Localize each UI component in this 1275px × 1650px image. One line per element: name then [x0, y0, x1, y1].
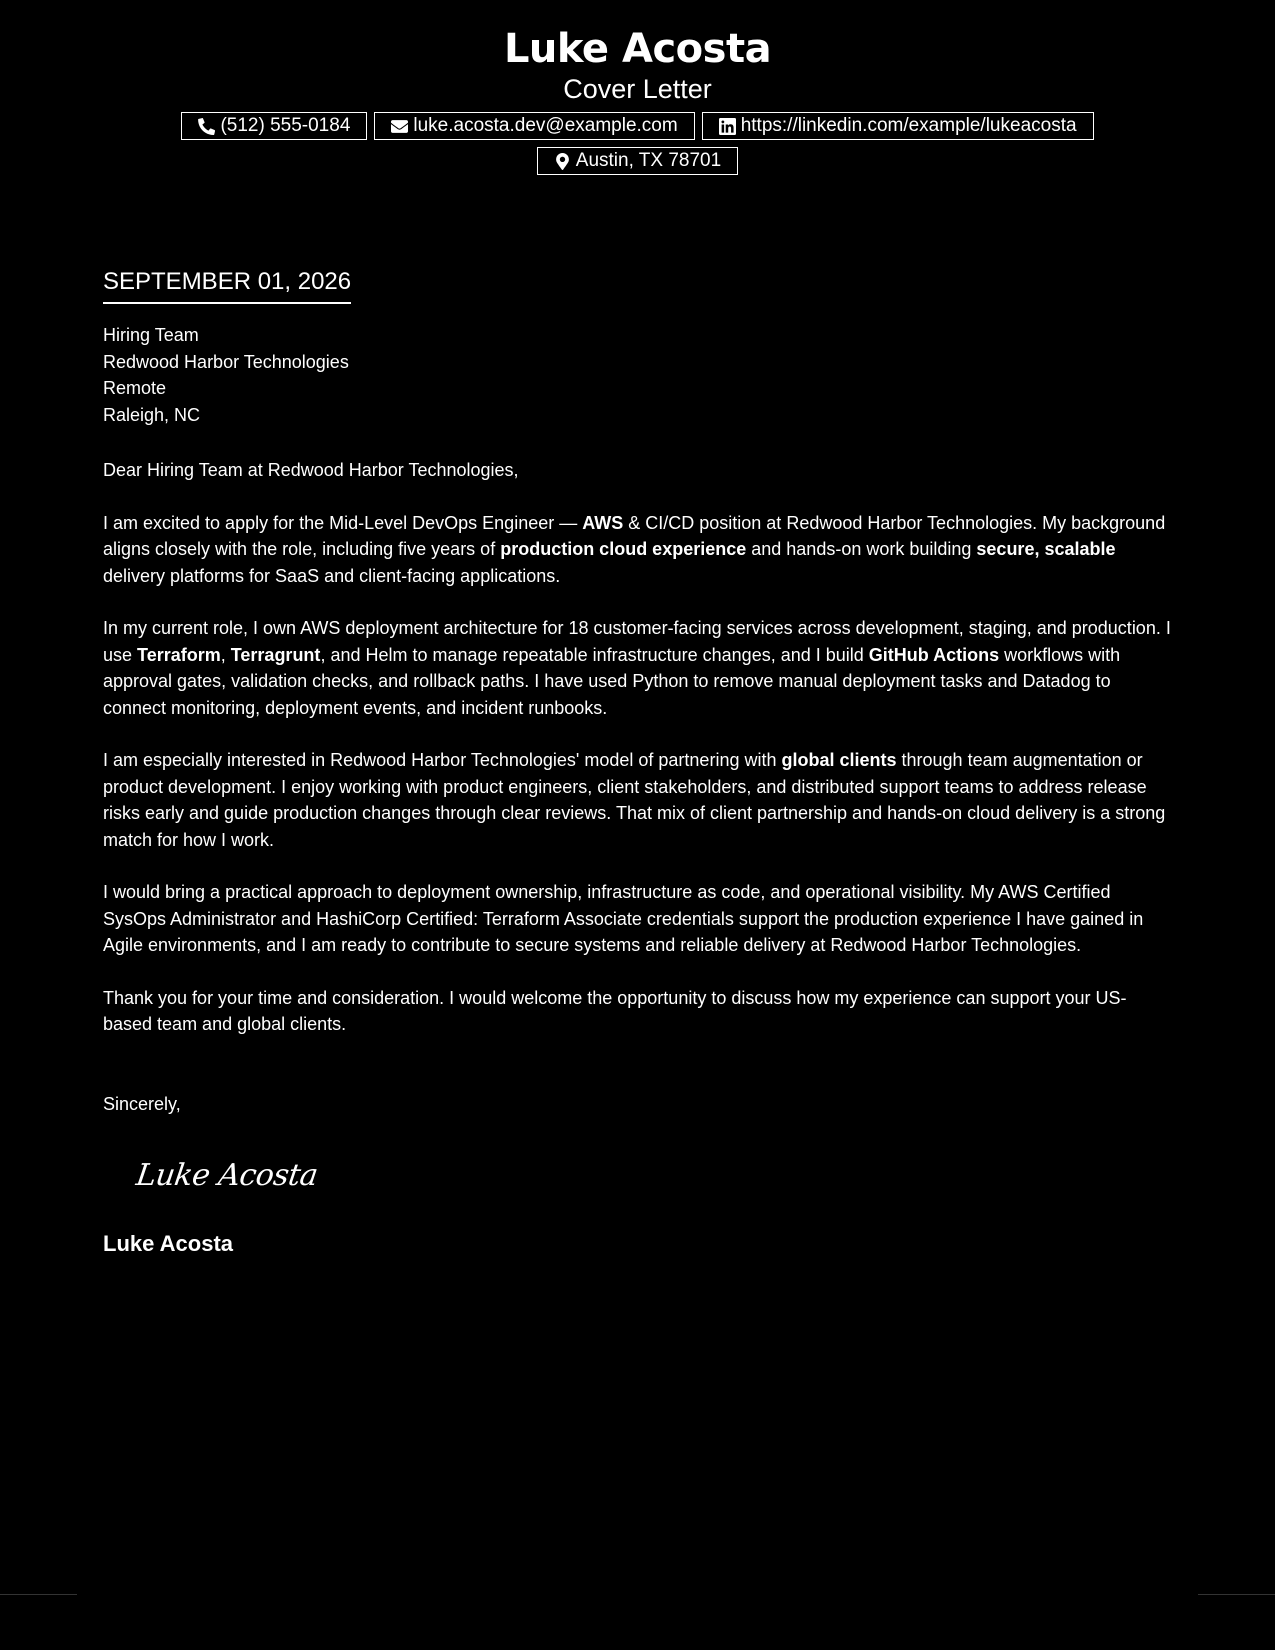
document-subtitle: Cover Letter	[563, 74, 712, 104]
recipient-line: Redwood Harbor Technologies	[103, 351, 349, 372]
paragraph-text: In my current role, I own AWS deployment architecture for 18 customer-facing services across development, staging, and production. I use	[103, 618, 1171, 665]
salutation: Dear Hiring Team at Redwood Harbor Technologies,	[103, 460, 519, 480]
linkedin-chip[interactable]	[702, 112, 1094, 140]
handwritten-signature	[133, 1143, 353, 1207]
emphasis-text: AWS	[582, 512, 624, 533]
map-marker-icon	[554, 153, 571, 170]
footer-rule-left	[0, 1594, 77, 1595]
svg-text:Luke Acosta: Luke Acosta	[133, 1158, 320, 1193]
emphasis-text: Terragrunt	[230, 644, 321, 665]
recipient-line: Raleigh, NC	[103, 404, 201, 425]
recipient-line: Hiring Team	[103, 325, 199, 345]
paragraph-text: workflows with approval gates, validation checks, and rollback paths. I have used Python to remove manual deployment tasks and Datadog to connect monitoring, deployment events, and incident runbooks.	[103, 644, 1121, 718]
linkedin-text: https://linkedin.com/example/lukeacosta	[740, 115, 1077, 136]
contact-row-location	[0, 147, 1275, 175]
letter-paragraphs	[103, 510, 1173, 1038]
emphasis-text: global clients	[781, 750, 897, 770]
letter-paragraph	[103, 615, 1173, 721]
letter-paragraph	[103, 985, 1173, 1038]
letter-body	[103, 264, 1173, 1259]
emphasis-text: GitHub Actions	[868, 644, 1000, 665]
emphasis-text: Terraform	[137, 644, 221, 665]
paragraph-text: Thank you for your time and consideration. I would welcome the opportunity to discuss how my experience can support your US-based team and global clients.	[103, 987, 1127, 1034]
phone-chip[interactable]	[181, 112, 367, 140]
paragraph-text: and hands-on work building	[746, 539, 977, 559]
signer-name: Luke Acosta	[103, 1230, 234, 1256]
recipient-block	[103, 322, 1173, 428]
phone-text: (512) 555-0184	[220, 115, 351, 136]
email-text: luke.acosta.dev@example.com	[413, 115, 678, 136]
contact-row	[0, 112, 1275, 140]
recipient-line: Remote	[103, 378, 167, 398]
paragraph-text: & CI/CD position at Redwood Harbor Technologies. My background aligns closely with the role, including five years of	[103, 512, 1166, 559]
paragraph-text: ,	[220, 644, 231, 665]
letter-paragraph	[103, 510, 1173, 590]
paragraph-text: I am excited to apply for the Mid-Level DevOps Engineer —	[103, 512, 583, 533]
letter-paragraph	[103, 879, 1173, 959]
letter-header	[0, 22, 1275, 175]
paragraph-text: delivery platforms for SaaS and client-facing applications.	[103, 565, 561, 586]
paragraph-text: I would bring a practical approach to deployment ownership, infrastructure as code, and operational visibility. My AWS Certified SysOps Administrator and HashiCorp Certified: Terraform Associate credentials support the production experience I have gained in Agile environments, and I am ready to contribute to secure systems and reliable delivery at Redwood Harbor Technologies.	[103, 882, 1144, 955]
location-text: Austin, TX 78701	[575, 150, 722, 171]
linkedin-icon	[719, 118, 736, 135]
paragraph-text: I am especially interested in Redwood Harbor Technologies' model of partnering with	[103, 750, 782, 770]
paragraph-text: , and Helm to manage repeatable infrastructure changes, and I build	[320, 644, 869, 665]
phone-icon	[198, 118, 215, 135]
closing: Sincerely,	[103, 1093, 181, 1114]
email-chip[interactable]	[374, 112, 694, 140]
letter-paragraph	[103, 747, 1173, 853]
footer-rule-right	[1198, 1594, 1275, 1595]
paragraph-text: through team augmentation or product development. I enjoy working with product engineers, client stakeholders, and distributed support teams to address release risks early and guide production changes through clear reviews. That mix of client partnership and hands-on cloud delivery is a strong match for how I work.	[103, 750, 1166, 850]
applicant-name: Luke Acosta	[503, 26, 772, 72]
location-chip[interactable]	[537, 147, 738, 175]
emphasis-text: secure, scalable	[976, 539, 1116, 559]
emphasis-text: production cloud experience	[500, 539, 747, 559]
letter-date: SEPTEMBER 01, 2026	[103, 264, 351, 304]
envelope-icon	[391, 118, 408, 135]
